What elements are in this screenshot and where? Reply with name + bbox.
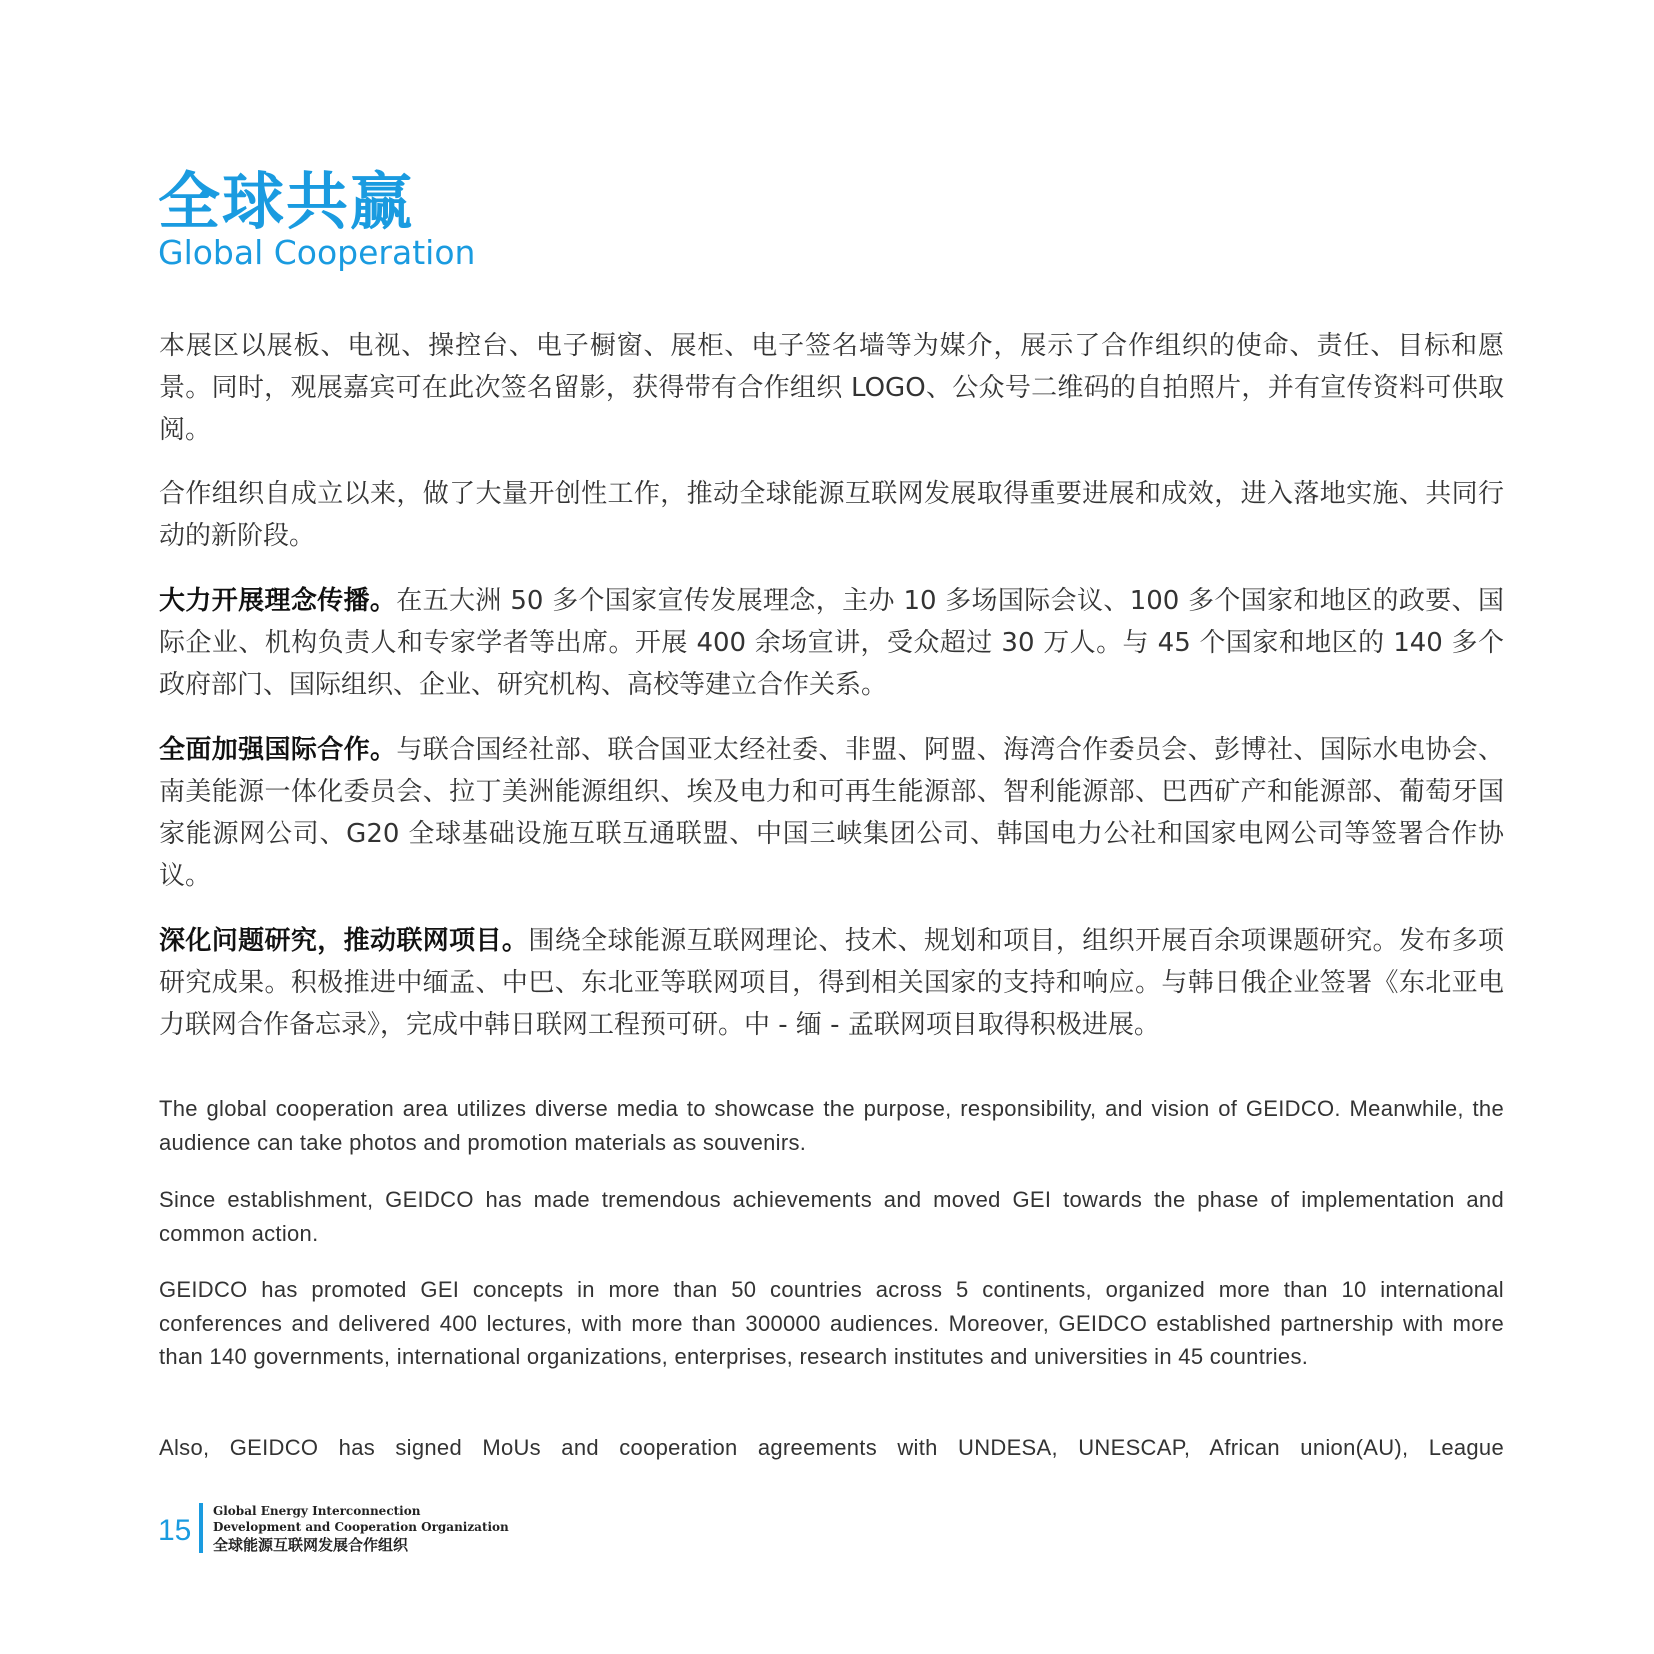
paragraph-text: 与联合国经社部、联合国亚太经社委、非盟、阿盟、海湾合作委员会、彭博社、国际水电协会、南美能源一体化委员会、拉丁美洲能源组织、埃及电力和可再生能源部、智利能源部、巴西矿产和能源部、葡萄牙国家能源网公司、G20 全球基础设施互联互通联盟、中国三峡集团公司、韩国电力公社和国家电网公司等签署合作协议。 [159,735,1504,891]
paragraph-cn-5 [159,920,1504,1046]
paragraph-en-3: GEIDCO has promoted GEI concepts in more than 50 countries across 5 continents, organized more than 10 international conferences and delivered 400 lectures, with more than 300000 audiences. Moreover, GEIDCO established partnership with more than 140 governments, international organizations, enterprises, research institutes and universities in 45 countries. [159,1277,1504,1369]
paragraph-text: 围绕全球能源互联网理论、技术、规划和项目，组织开展百余项课题研究。发布多项研究成果。积极推进中缅孟、中巴、东北亚等联网项目，得到相关国家的支持和响应。与韩日俄企业签署《东北亚电力联网合作备忘录》，完成中韩日联网工程预可研。中 - 缅 - 孟联网项目取得积极进展。 [159,926,1504,1040]
paragraph-cn-1 [159,325,1504,451]
footer-divider [199,1503,203,1553]
paragraph-cn-3 [159,580,1504,706]
paragraph-lead: 大力开展理念传播。 [159,586,397,616]
org-name-line2: Development and Cooperation Organization [213,1520,509,1534]
paragraph-en-4: Also, GEIDCO has signed MoUs and cooperation agreements with UNDESA, UNESCAP, African union(AU), League [159,1435,1504,1460]
page-subtitle: Global Cooperation [158,233,476,272]
paragraph-cn-4 [159,729,1504,897]
paragraph-lead: 深化问题研究，推动联网项目。 [159,926,529,956]
paragraph-en-2: Since establishment, GEIDCO has made tremendous achievements and moved GEI towards the phase of implementation and common action. [159,1187,1504,1246]
paragraph-en-1: The global cooperation area utilizes diverse media to showcase the purpose, responsibility, and vision of GEIDCO. Meanwhile, the audience can take photos and promotion materials as souvenirs. [159,1096,1504,1155]
paragraph-text: 合作组织自成立以来，做了大量开创性工作，推动全球能源互联网发展取得重要进展和成效，进入落地实施、共同行动的新阶段。 [159,479,1504,551]
org-name-line1: Global Energy Interconnection [213,1504,421,1518]
footer-organization [213,1503,509,1555]
page-number: 15 [158,1514,192,1547]
page-title: 全球共赢 [158,165,415,238]
org-name-cn: 全球能源互联网发展合作组织 [213,1536,409,1554]
paragraph-text: 在五大洲 50 多个国家宣传发展理念，主办 10 多场国际会议、100 多个国家和地区的政要、国际企业、机构负责人和专家学者等出席。开展 400 余场宣讲，受众超过 30 万人。与 45 个国家和地区的 140 多个政府部门、国际组织、企业、研究机构、高校等建立合作关系。 [159,586,1504,700]
paragraph-cn-2 [159,473,1504,557]
paragraph-text: 本展区以展板、电视、操控台、电子橱窗、展柜、电子签名墙等为媒介，展示了合作组织的使命、责任、目标和愿景。同时，观展嘉宾可在此次签名留影，获得带有合作组织 LOGO、公众号二维码的自拍照片，并有宣传资料可供取阅。 [159,331,1504,445]
paragraph-lead: 全面加强国际合作。 [159,735,397,765]
